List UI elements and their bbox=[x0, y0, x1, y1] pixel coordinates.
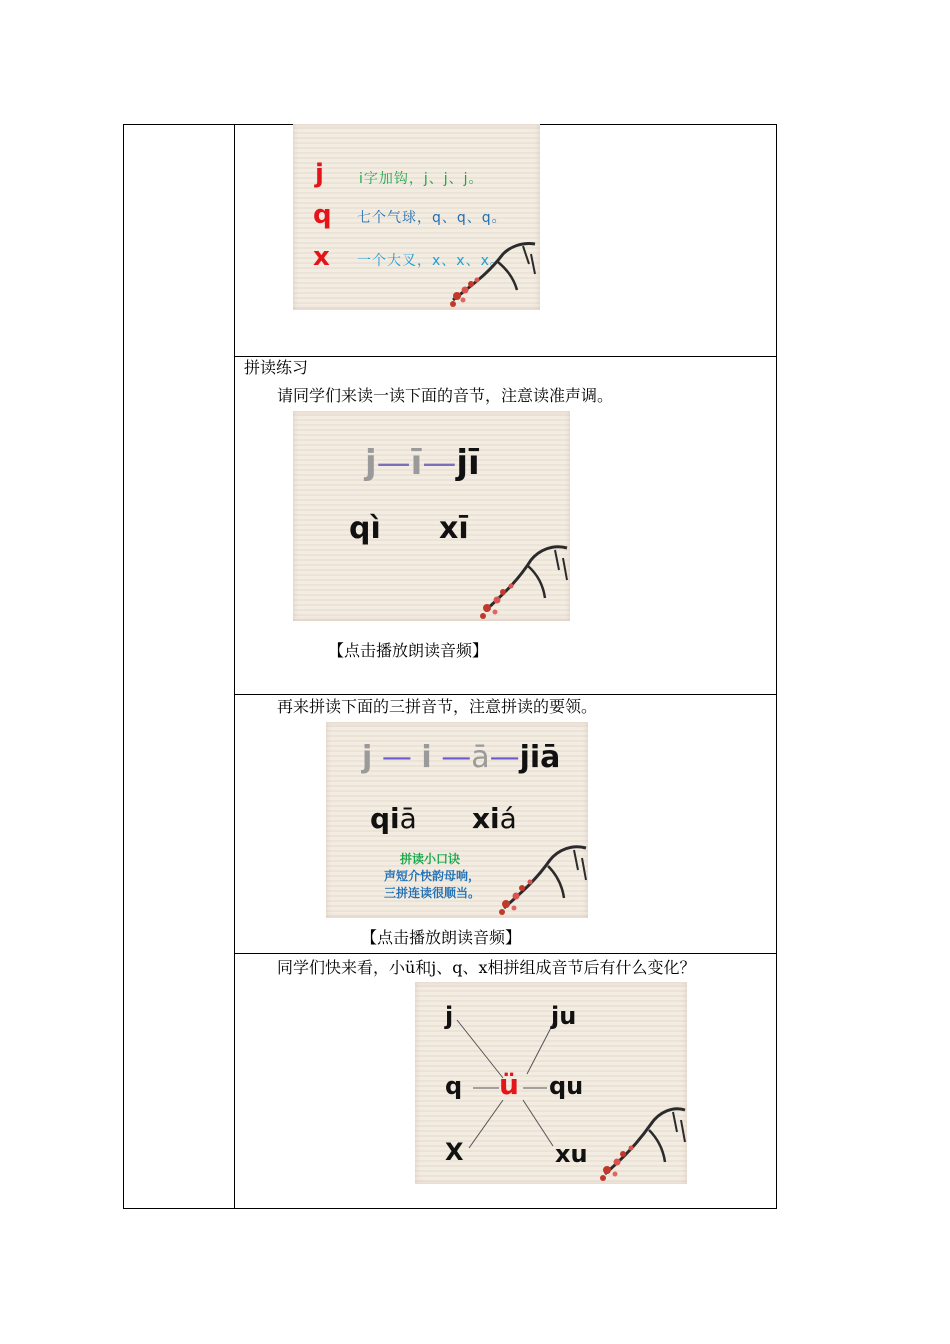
letter-q: q bbox=[313, 200, 332, 230]
section-instruction: 再来拼读下面的三拼音节，注意拼读的要领。 bbox=[277, 697, 598, 716]
tip-line: 三拼连读很顺当。 bbox=[384, 886, 481, 900]
row-divider bbox=[234, 694, 776, 695]
tip-title: 拼读小口诀 bbox=[400, 852, 461, 866]
example-syllable: qì bbox=[349, 511, 381, 546]
plum-blossom-icon bbox=[473, 536, 570, 621]
ji-spelling-slide bbox=[293, 411, 570, 621]
seq-dash: — bbox=[376, 443, 411, 483]
mnemonic-j: i字加钩，j、j、j。 bbox=[359, 171, 484, 187]
syllable-label: ju bbox=[551, 1002, 577, 1030]
syllable-label: xu bbox=[555, 1140, 588, 1168]
row-divider bbox=[234, 356, 776, 357]
letter-x: x bbox=[313, 242, 330, 272]
example-initial: qi bbox=[370, 802, 400, 835]
initial-label: X bbox=[445, 1138, 464, 1166]
center-vowel: ü bbox=[499, 1068, 519, 1101]
seq-dash: — bbox=[489, 740, 520, 775]
seq-initial: j bbox=[365, 443, 377, 483]
section-heading: 拼读练习 bbox=[244, 358, 309, 377]
seq-medial: i bbox=[421, 740, 432, 775]
column-divider bbox=[234, 125, 235, 1208]
spelling-sequence bbox=[365, 443, 480, 483]
seq-dash: — bbox=[431, 740, 472, 775]
seq-result: jī bbox=[456, 443, 480, 483]
seq-result: jiā bbox=[519, 740, 561, 775]
seq-dash: — bbox=[372, 740, 422, 775]
example-final: ā bbox=[399, 802, 417, 835]
letter-j: j bbox=[315, 159, 324, 189]
play-audio-link[interactable]: 【点击播放朗读音频】 bbox=[328, 641, 489, 660]
initial-label: j bbox=[445, 1002, 454, 1030]
plum-blossom-icon bbox=[443, 234, 540, 310]
row-divider bbox=[234, 953, 776, 954]
example-syllable bbox=[472, 802, 517, 835]
jia-spelling-slide bbox=[326, 722, 588, 918]
section-instruction: 同学们快来看，小ü和j、q、x相拼组成音节后有什么变化？ bbox=[277, 958, 696, 977]
seq-final: ā bbox=[471, 740, 490, 775]
initial-label: q bbox=[445, 1072, 463, 1100]
tip-line: 声短介快韵母响， bbox=[384, 869, 481, 883]
example-final: á bbox=[499, 802, 517, 835]
spelling-sequence bbox=[362, 738, 560, 778]
syllable-label: qu bbox=[549, 1072, 584, 1100]
plum-blossom-icon bbox=[494, 838, 588, 918]
example-syllable: xī bbox=[439, 511, 469, 546]
play-audio-link[interactable]: 【点击播放朗读音频】 bbox=[361, 928, 522, 947]
mnemonic-q: 七个气球，q、q、q。 bbox=[357, 210, 507, 226]
mnemonic-x: 一个大叉，x、x、x。 bbox=[357, 253, 505, 269]
seq-final: ī bbox=[410, 443, 423, 483]
u-umlaut-slide bbox=[415, 982, 687, 1184]
example-initial: xi bbox=[472, 802, 500, 835]
seq-initial: j bbox=[362, 740, 373, 775]
jqx-mnemonic-slide bbox=[293, 124, 540, 310]
seq-dash: — bbox=[422, 443, 457, 483]
plum-blossom-icon bbox=[597, 1098, 687, 1184]
example-syllable bbox=[370, 802, 417, 835]
section-instruction: 请同学们来读一读下面的音节，注意读准声调。 bbox=[277, 386, 614, 405]
